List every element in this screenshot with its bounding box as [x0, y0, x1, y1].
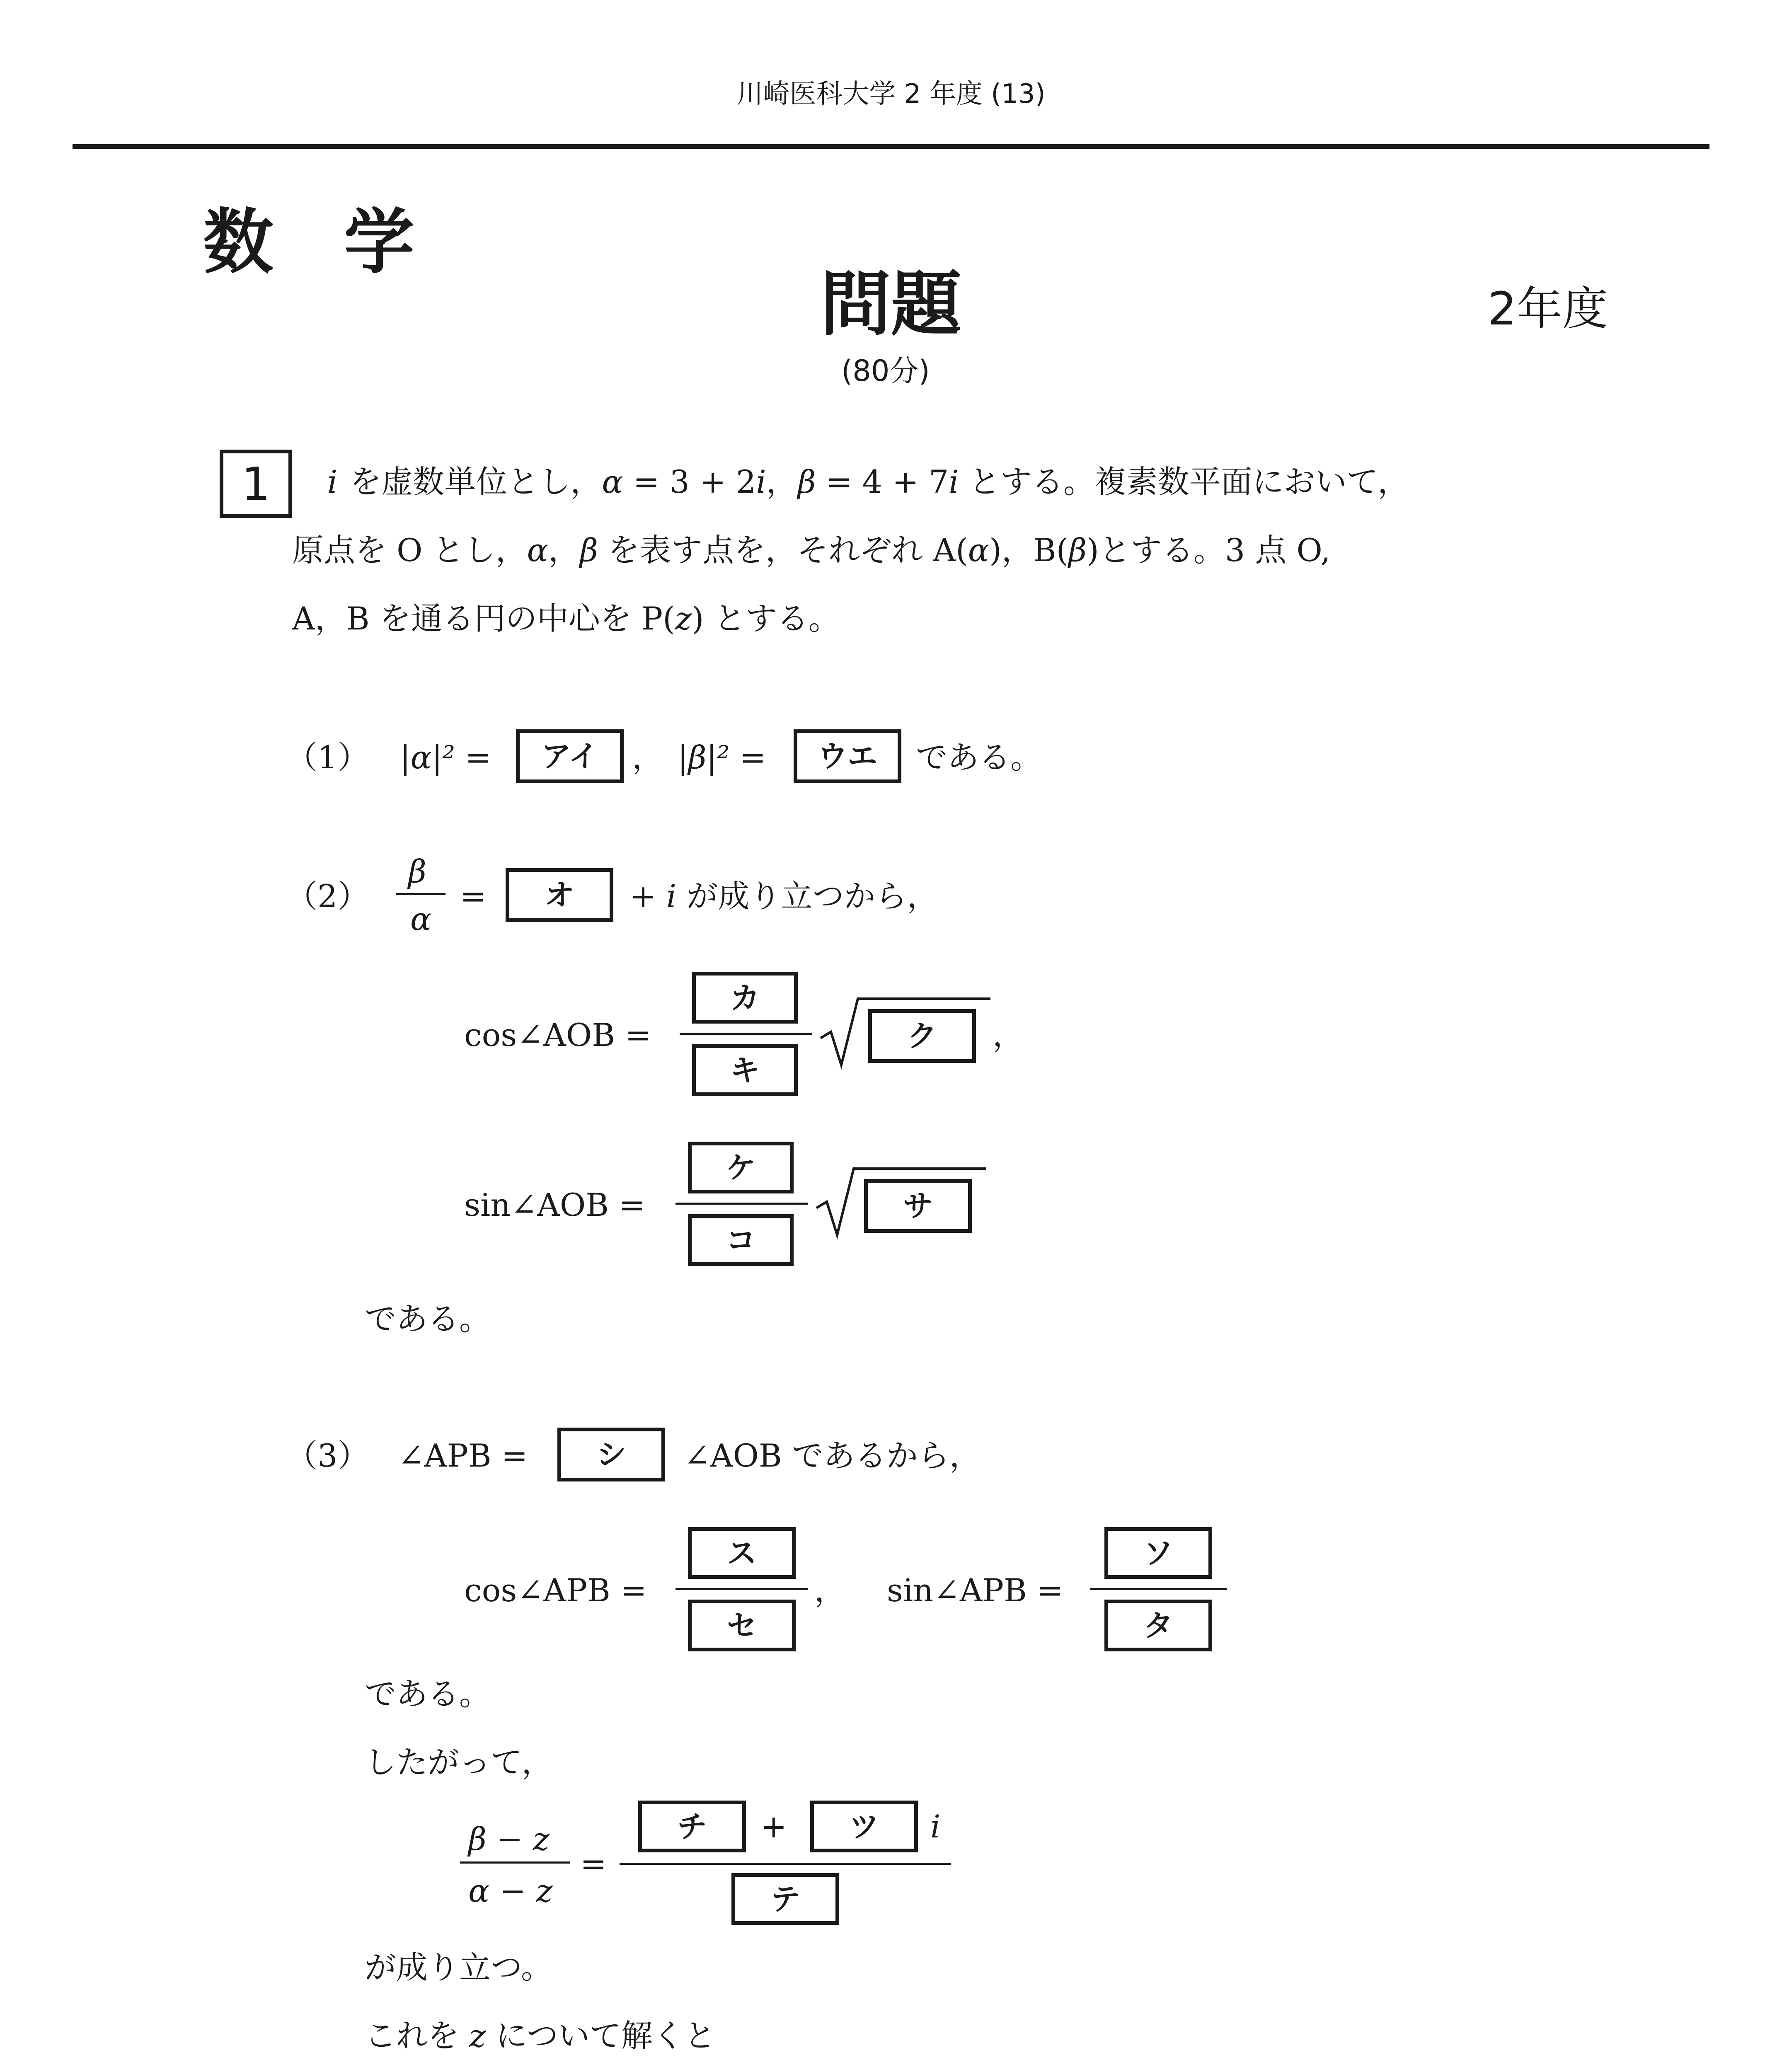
intro-text: )とする。3 点 O,	[1087, 532, 1331, 569]
header-rule	[73, 144, 1709, 149]
alpha-symbol: α	[602, 463, 623, 500]
answer-box-ai[interactable]	[516, 729, 624, 783]
comma: ，	[814, 1572, 846, 1609]
equals-sign: =	[460, 878, 487, 915]
answer-box-label: アイ	[541, 739, 598, 774]
solve-suffix: について解くと	[486, 2017, 716, 2054]
answer-box-label: ス	[726, 1535, 757, 1571]
answer-box-label: ツ	[849, 1809, 879, 1844]
plus-sign: +	[760, 1808, 787, 1845]
answer-box-label: ク	[907, 1019, 937, 1053]
imag-unit: i	[756, 463, 766, 500]
intro-line-2	[292, 532, 1331, 569]
answer-box-label: チ	[677, 1809, 707, 1844]
year-label: 2年度	[1488, 282, 1608, 335]
answer-box-o[interactable]	[506, 868, 613, 922]
intro-text: を虚数単位とし，	[350, 463, 602, 500]
problem-number-box	[220, 450, 292, 518]
answer-box-label: ウエ	[817, 739, 877, 774]
answer-box-label: キ	[730, 1053, 760, 1088]
answer-box-te[interactable]	[731, 1873, 839, 1925]
page-title: 問題	[821, 264, 962, 346]
time-limit: (80分)	[841, 354, 930, 388]
cos-apb-label: cos∠APB =	[464, 1572, 647, 1609]
beta-def: = 4 + 7	[816, 463, 949, 500]
abs-beta-squared: |β|² =	[678, 739, 766, 776]
alpha-symbol: α	[527, 532, 548, 569]
page-header: 川崎医科大学 2 年度 (13)	[736, 79, 1046, 109]
answer-box-ku[interactable]	[868, 1009, 976, 1063]
imag-unit: i	[666, 878, 677, 915]
holds-text: が成り立つ。	[365, 1949, 552, 1986]
equals-sign: =	[580, 1845, 607, 1882]
comma: ，	[632, 739, 663, 776]
plus-i-text	[630, 878, 939, 915]
lhs-numerator: β − z	[468, 1820, 550, 1857]
holds-text: が成り立つから，	[676, 878, 939, 915]
intro-text: を表す点を，それぞれ A(	[598, 532, 968, 569]
comma: ，	[766, 463, 798, 500]
intro-text: )，B(	[989, 532, 1069, 569]
fraction-denominator-alpha: α	[410, 900, 432, 937]
intro-text: とする。複素数平面において，	[959, 463, 1409, 500]
part1-label: （1）	[286, 739, 369, 776]
answer-box-label: オ	[544, 878, 574, 913]
part2-tail: である。	[365, 1300, 491, 1337]
solve-text	[365, 2017, 716, 2054]
fraction-bar	[620, 1863, 951, 1865]
intro-text: 原点を O とし，	[292, 532, 527, 569]
answer-box-label: タ	[1143, 1608, 1173, 1643]
intro-line-1	[327, 463, 1409, 500]
abs-alpha-squared: |α|² =	[400, 739, 492, 776]
sin-aob-label: sin∠AOB =	[464, 1186, 645, 1223]
part3-tail: である。	[365, 1675, 491, 1712]
comma: ，	[548, 532, 580, 569]
alpha-symbol: α	[968, 532, 990, 569]
plus-sign: +	[630, 878, 666, 915]
answer-box-label: コ	[726, 1222, 756, 1258]
fraction-bar	[1090, 1588, 1227, 1590]
z-symbol: z	[469, 2017, 486, 2054]
part3-label: （3）	[286, 1437, 369, 1474]
answer-box-label: カ	[730, 980, 760, 1015]
answer-box-label: テ	[770, 1881, 800, 1917]
intro-line-3	[292, 600, 840, 637]
fraction-bar	[396, 893, 446, 895]
answer-box-ue[interactable]	[794, 729, 901, 783]
answer-box-chi[interactable]	[638, 1801, 746, 1852]
fraction-bar	[676, 1203, 808, 1205]
comma: ，	[993, 1017, 1024, 1053]
answer-box-se[interactable]	[688, 1600, 796, 1651]
intro-text: ) とする。	[691, 600, 840, 637]
lhs-denominator: α − z	[468, 1872, 553, 1909]
part2-label: （2）	[286, 878, 369, 915]
beta-symbol: β	[579, 532, 598, 569]
imag-unit: i	[930, 1808, 941, 1845]
answer-box-ta[interactable]	[1104, 1600, 1212, 1651]
answer-box-ki[interactable]	[692, 1044, 798, 1096]
answer-box-label: ソ	[1143, 1535, 1173, 1571]
answer-box-label: サ	[903, 1188, 933, 1223]
fraction-bar	[460, 1861, 570, 1864]
answer-box-so[interactable]	[1104, 1527, 1212, 1579]
answer-box-sa[interactable]	[864, 1179, 972, 1233]
answer-box-label: セ	[726, 1608, 757, 1643]
answer-box-label: シ	[596, 1437, 626, 1472]
fraction-bar	[680, 1033, 812, 1035]
angle-aob-tail: ∠AOB であるから，	[684, 1437, 981, 1474]
answer-box-ko[interactable]	[688, 1214, 794, 1266]
solve-prefix: これを	[365, 2017, 470, 2054]
answer-box-su[interactable]	[688, 1527, 796, 1579]
sin-apb-label: sin∠APB =	[887, 1572, 1063, 1609]
answer-box-tsu[interactable]	[810, 1801, 918, 1852]
answer-box-shi[interactable]	[557, 1428, 665, 1481]
subject-title: 数 学	[203, 201, 415, 283]
part1-tail: である。	[916, 739, 1042, 776]
beta-symbol: β	[797, 463, 816, 500]
fraction-bar	[676, 1588, 808, 1590]
answer-box-ka[interactable]	[692, 972, 798, 1024]
alpha-def: = 3 + 2	[623, 463, 756, 500]
imag-unit: i	[949, 463, 959, 500]
z-symbol: z	[675, 600, 692, 637]
answer-box-label: ケ	[726, 1150, 756, 1185]
angle-apb: ∠APB =	[398, 1437, 528, 1474]
fraction-numerator-beta: β	[408, 853, 426, 890]
cos-aob-label: cos∠AOB =	[464, 1017, 651, 1053]
beta-symbol: β	[1068, 532, 1087, 569]
problem-number: 1	[241, 457, 271, 511]
imag-unit: i	[327, 463, 338, 500]
intro-text: A，B を通る円の中心を P(	[292, 600, 675, 637]
answer-box-ke[interactable]	[688, 1142, 794, 1193]
therefore-text: したがって，	[365, 1744, 553, 1781]
